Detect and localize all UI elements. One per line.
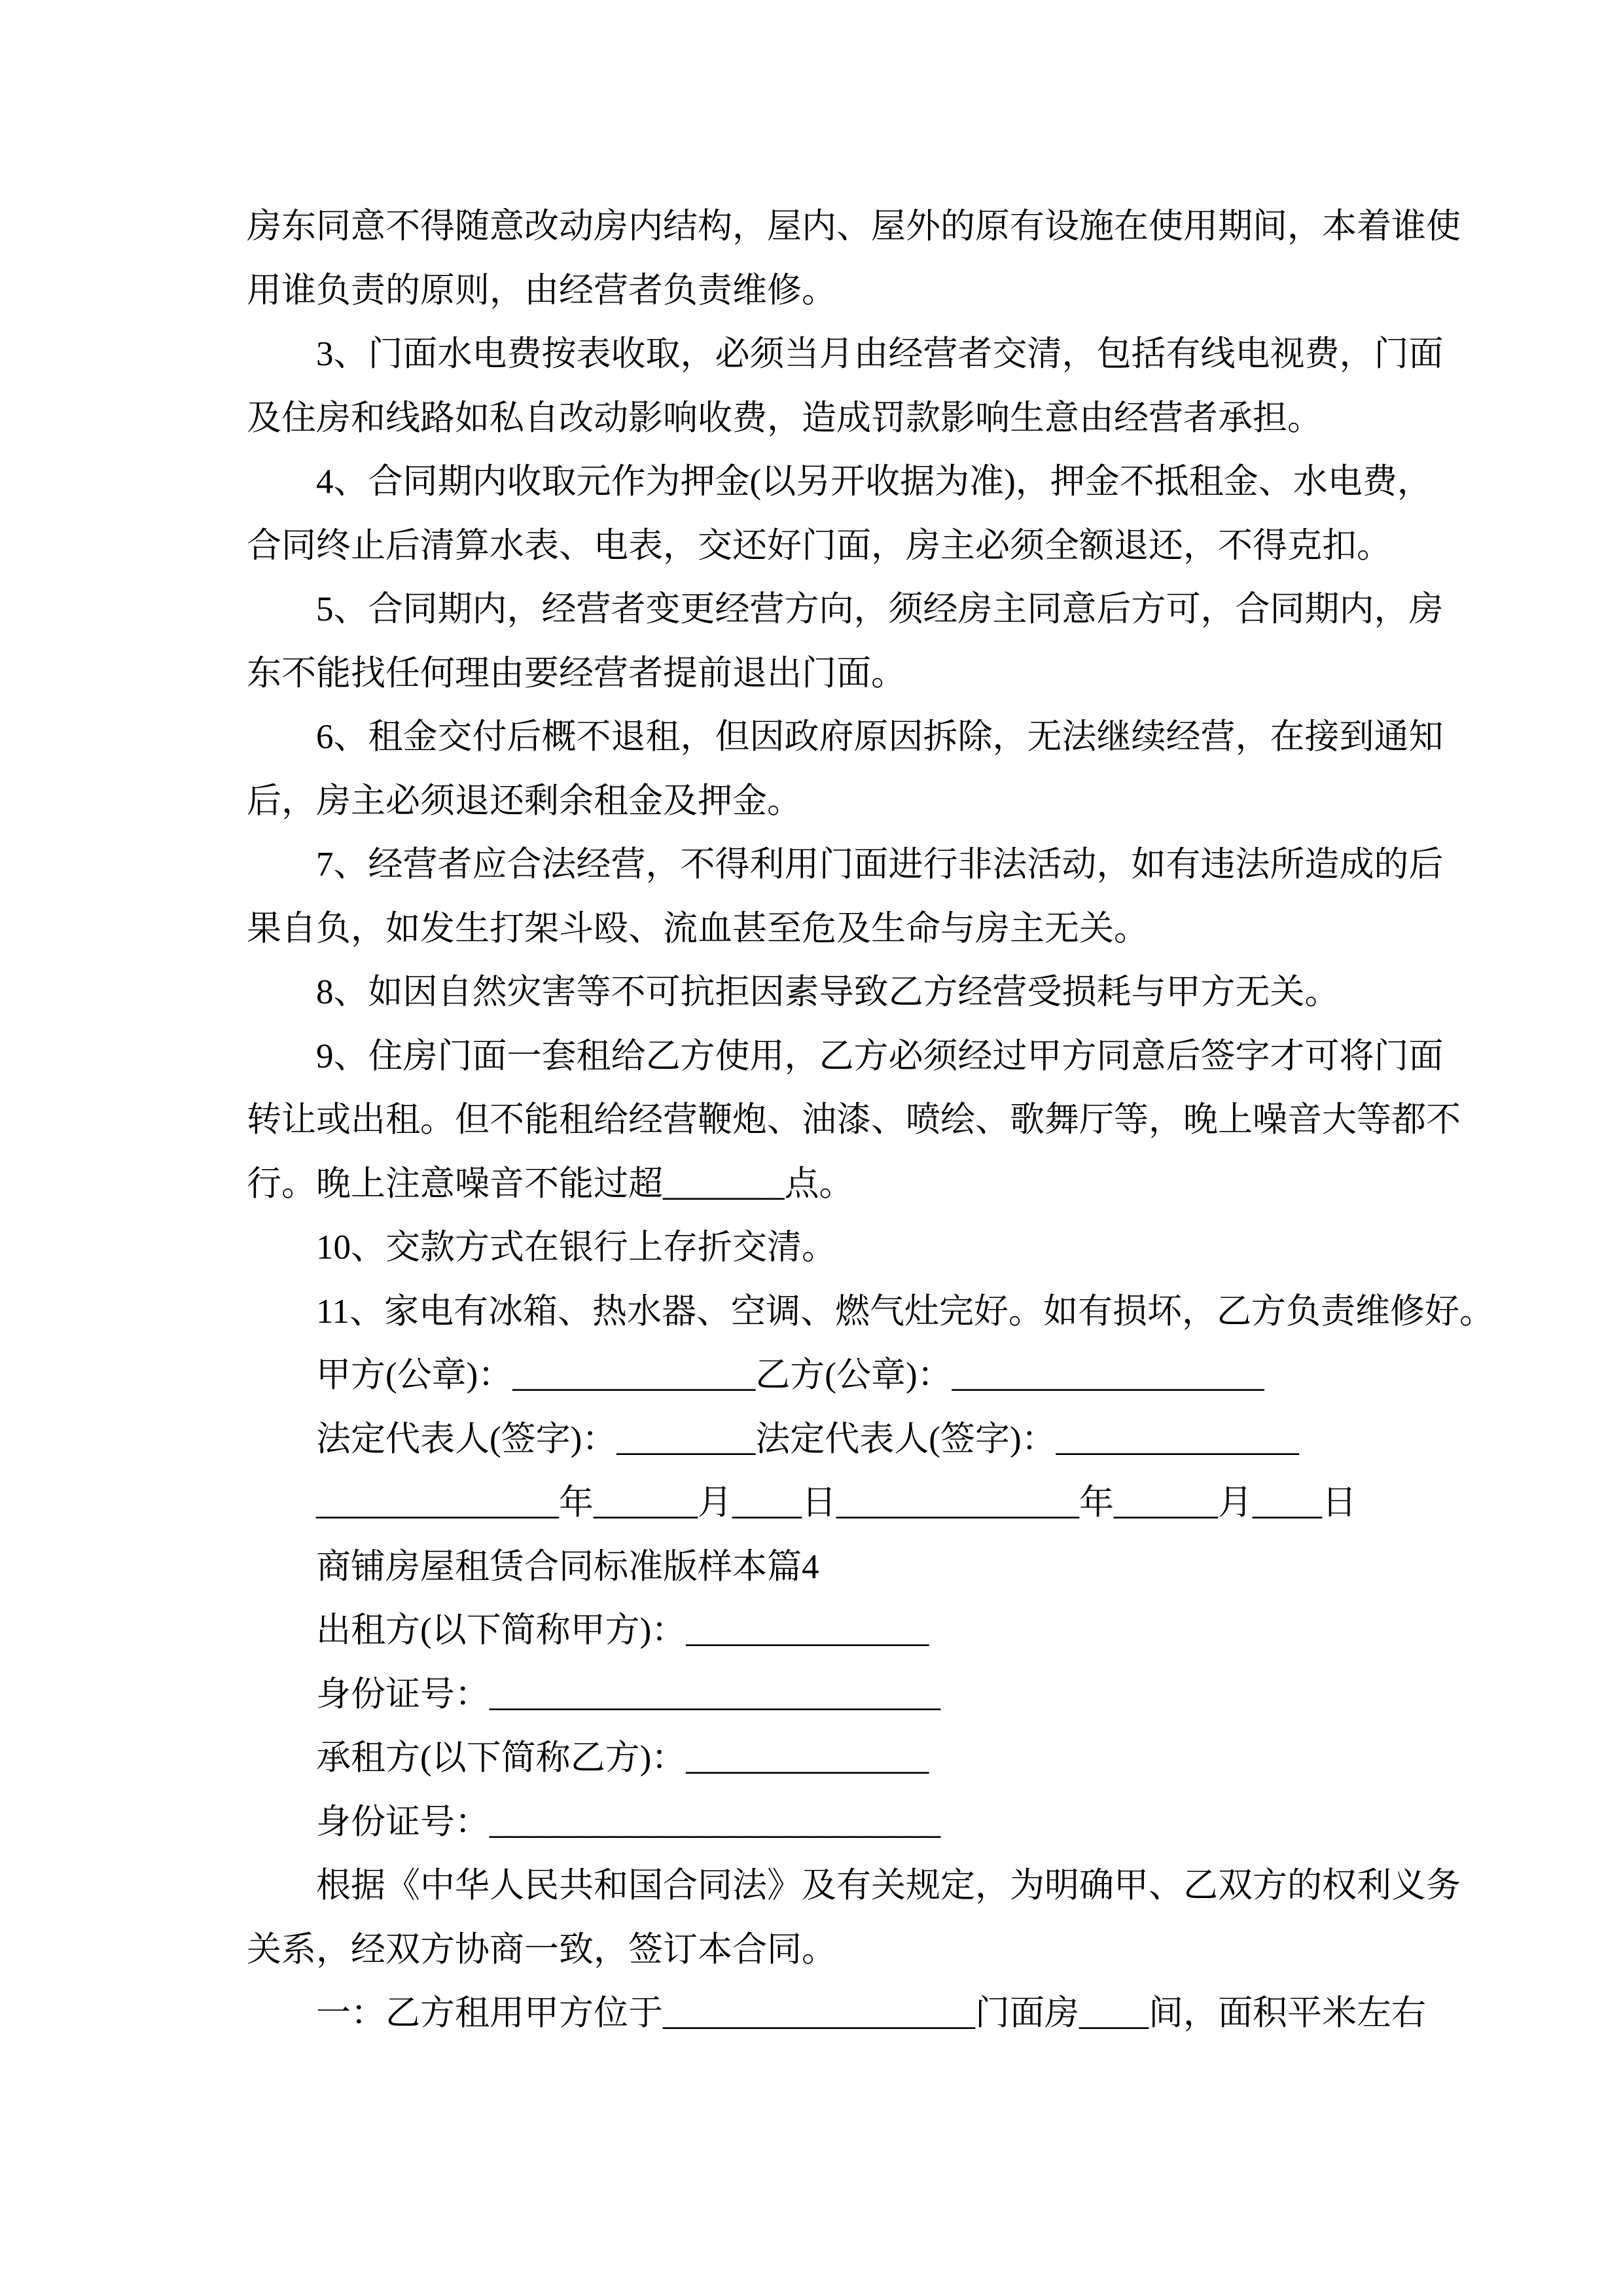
text-line: 甲方(公章)：______________乙方(公章)：__________________ [316, 1356, 1264, 1394]
text-line: 转让或出租。但不能租给经营鞭炮、油漆、喷绘、歌舞厅等，晚上噪音大等都不 [247, 1101, 1461, 1139]
text-line: 法定代表人(签字)：________法定代表人(签字)：______________ [316, 1420, 1299, 1458]
text-line: 及住房和线路如私自改动影响收费，造成罚款影响生意由经营者承担。 [247, 399, 1322, 437]
text-line: 6、租金交付后概不退租，但因政府原因拆除，无法继续经营，在接到通知 [316, 718, 1444, 756]
text-line: 东不能找任何理由要经营者提前退出门面。 [247, 654, 906, 692]
text-line: 关系，经双方协商一致，签订本合同。 [247, 1930, 836, 1969]
text-line: 用谁负责的原则，由经营者负责维修。 [247, 271, 836, 310]
text-line: ______________年______月____日______________年______月____日 [316, 1484, 1357, 1522]
text-line: 身份证号：__________________________ [316, 1675, 940, 1713]
text-line: 11、家电有冰箱、热水器、空调、燃气灶完好。如有损坏，乙方负责维修好。 [316, 1292, 1495, 1331]
text-line: 7、经营者应合法经营，不得利用门面进行非法活动，如有违法所造成的后 [316, 846, 1444, 884]
text-line: 身份证号：__________________________ [316, 1803, 940, 1841]
text-line: 合同终止后清算水表、电表，交还好门面，房主必须全额退还，不得克扣。 [247, 526, 1391, 565]
text-line: 一：乙方租用甲方位于__________________门面房____间，面积平米左右 [316, 1994, 1426, 2032]
text-line: 房东同意不得随意改动房内结构，屋内、屋外的原有设施在使用期间，本着谁使 [247, 207, 1461, 245]
text-line: 商铺房屋租赁合同标准版样本篇4 [316, 1547, 819, 1586]
text-line: 10、交款方式在银行上存折交清。 [316, 1229, 836, 1266]
text-line: 4、合同期内收取元作为押金(以另开收据为准)，押金不抵租金、水电费， [316, 463, 1432, 501]
text-line: 9、住房门面一套租给乙方使用，乙方必须经过甲方同意后签字才可将门面 [316, 1037, 1444, 1075]
text-line: 果自负，如发生打架斗殴、流血甚至危及生命与房主无关。 [247, 909, 1149, 948]
text-line: 承租方(以下简称乙方)：______________ [316, 1739, 929, 1777]
text-line: 行。晚上注意噪音不能过超_______点。 [247, 1164, 854, 1203]
text-line: 出租方(以下简称甲方)：______________ [316, 1611, 929, 1649]
text-line: 根据《中华人民共和国合同法》及有关规定，为明确甲、乙双方的权利义务 [316, 1867, 1461, 1905]
document-body [247, 195, 1495, 2046]
text-line: 后，房主必须退还剩余租金及押金。 [247, 781, 802, 820]
text-line: 3、门面水电费按表收取，必须当月由经营者交清，包括有线电视费，门面 [316, 335, 1444, 373]
text-line: 8、如因自然灾害等不可抗拒因素导致乙方经营受损耗与甲方无关。 [316, 973, 1340, 1011]
text-line: 5、合同期内，经营者变更经营方向，须经房主同意后方可，合同期内，房 [316, 590, 1444, 628]
